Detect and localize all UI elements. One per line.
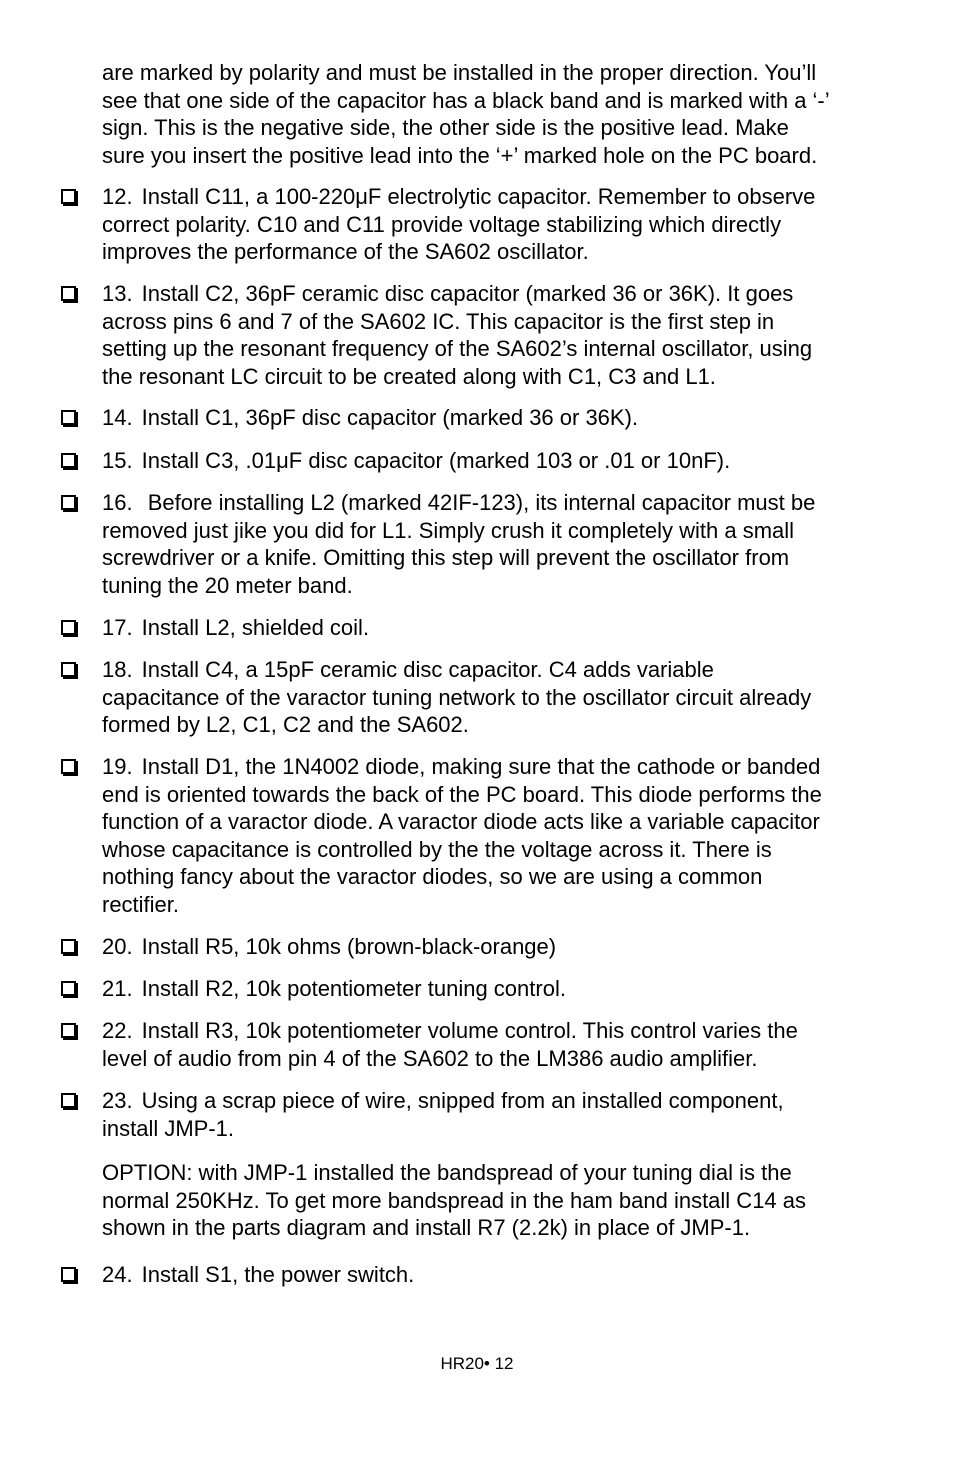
step-number: 16. <box>102 490 133 515</box>
text-line: shown in the parts diagram and install R7 (2.2k) in place of JMP-1. <box>102 1215 751 1240</box>
text-line: end is oriented towards the back of the PC board. This diode performs the <box>102 781 822 807</box>
text-line: tuning the 20 meter band. <box>102 572 353 598</box>
checkbox-icon[interactable] <box>61 1093 76 1108</box>
text-line: OPTION: with JMP-1 installed the bandspread of your tuning dial is the <box>102 1160 792 1185</box>
checkbox-icon[interactable] <box>61 981 76 996</box>
step-number: 19. <box>102 754 133 779</box>
text-line: function of a varactor diode. A varactor diode acts like a variable capacitor <box>102 809 820 834</box>
text-line: rectifier. <box>102 891 180 917</box>
checkbox-icon[interactable] <box>61 939 76 954</box>
checkbox-icon[interactable] <box>61 410 76 425</box>
checkbox-icon[interactable] <box>61 620 76 635</box>
step-text <box>102 1017 902 1072</box>
step-number: 23. <box>102 1088 133 1113</box>
page-footer: HR20• 12 <box>440 1354 514 1373</box>
text-line: 19. Install D1, the 1N4002 diode, making sure that the cathode or banded <box>102 754 821 779</box>
step-text <box>102 975 902 1003</box>
step-number: 24. <box>102 1262 133 1287</box>
step-number: 15. <box>102 448 133 473</box>
text-line: 20. Install R5, 10k ohms (brown-black-orange) <box>102 934 557 959</box>
step-text <box>102 933 902 961</box>
text-line: 17. Install L2, shielded coil. <box>102 615 370 640</box>
text-line: the resonant LC circuit to be created along with C1, C3 and L1. <box>102 363 716 389</box>
text-line: screwdriver or a knife. Omitting this step will prevent the oscillator from <box>102 545 790 570</box>
text-line: setting up the resonant frequency of the SA602’s internal oscillator, using <box>102 336 813 361</box>
text-line: nothing fancy about the varactor diodes, so we are using a common <box>102 864 763 889</box>
step-text <box>102 183 902 266</box>
text-line: 18. Install C4, a 15pF ceramic disc capacitor. C4 adds variable <box>102 657 714 682</box>
text-line: are marked by polarity and must be installed in the proper direction. You’ll <box>102 60 817 85</box>
step-text <box>102 404 902 432</box>
text-line: 13. Install C2, 36pF ceramic disc capacitor (marked 36 or 36K). It goes <box>102 281 794 306</box>
step-number: 14. <box>102 405 133 430</box>
text-line: across pins 6 and 7 of the SA602 IC. This capacitor is the first step in <box>102 308 775 334</box>
checkbox-icon[interactable] <box>61 759 76 774</box>
text-line: 12. Install C11, a 100-220μF electrolytic capacitor. Remember to observe <box>102 184 816 209</box>
step-text <box>102 489 902 599</box>
text-line: whose capacitance is controlled by the the voltage across it. There is <box>102 836 772 862</box>
step-number: 17. <box>102 615 133 640</box>
text-line: see that one side of the capacitor has a black band and is marked with a ‘-’ <box>102 87 830 113</box>
checkbox-icon[interactable] <box>61 495 76 510</box>
text-line: sign. This is the negative side, the other side is the positive lead. Make <box>102 115 789 140</box>
text-line: sure you insert the positive lead into the ‘+’ marked hole on the PC board. <box>102 142 818 168</box>
text-line: 24. Install S1, the power switch. <box>102 1262 415 1287</box>
step-text <box>102 656 902 739</box>
step-number: 22. <box>102 1018 133 1043</box>
text-line: 23. Using a scrap piece of wire, snipped from an installed component, <box>102 1088 784 1113</box>
checkbox-icon[interactable] <box>61 453 76 468</box>
step-number: 13. <box>102 281 133 306</box>
checkbox-icon[interactable] <box>61 1023 76 1038</box>
text-line: formed by L2, C1, C2 and the SA602. <box>102 712 469 737</box>
step-text <box>102 614 902 642</box>
text-line: removed just jike you did for L1. Simply crush it completely with a small <box>102 517 795 543</box>
step-number: 12. <box>102 184 133 209</box>
text-line: improves the performance of the SA602 oscillator. <box>102 239 589 264</box>
step-text <box>102 280 902 390</box>
checkbox-icon[interactable] <box>61 1267 76 1282</box>
checkbox-icon[interactable] <box>61 286 76 301</box>
step-number: 20. <box>102 934 133 959</box>
text-line: 21. Install R2, 10k potentiometer tuning control. <box>102 976 566 1001</box>
step-number: 21. <box>102 976 133 1001</box>
intro-paragraph <box>102 59 902 169</box>
step-text <box>102 1261 902 1289</box>
step-number: 18. <box>102 657 133 682</box>
step-text <box>102 753 902 918</box>
text-line: install JMP-1. <box>102 1115 235 1141</box>
text-line: capacitance of the varactor tuning network to the oscillator circuit already <box>102 684 812 710</box>
text-line: correct polarity. C10 and C11 provide voltage stabilizing which directly <box>102 211 782 237</box>
text-line: normal 250KHz. To get more bandspread in the ham band install C14 as <box>102 1187 807 1213</box>
step-text <box>102 447 902 475</box>
checkbox-icon[interactable] <box>61 189 76 204</box>
checkbox-icon[interactable] <box>61 662 76 677</box>
text-line: 15. Install C3, .01μF disc capacitor (marked 103 or .01 or 10nF). <box>102 448 731 473</box>
text-line: 16. Before installing L2 (marked 42IF-123), its internal capacitor must be <box>102 490 816 515</box>
text-line: 22. Install R3, 10k potentiometer volume control. This control varies the <box>102 1018 798 1043</box>
text-line: 14. Install C1, 36pF disc capacitor (marked 36 or 36K). <box>102 405 639 430</box>
step-text <box>102 1087 902 1142</box>
option-paragraph <box>102 1159 902 1242</box>
text-line: level of audio from pin 4 of the SA602 to the LM386 audio amplifier. <box>102 1045 758 1071</box>
